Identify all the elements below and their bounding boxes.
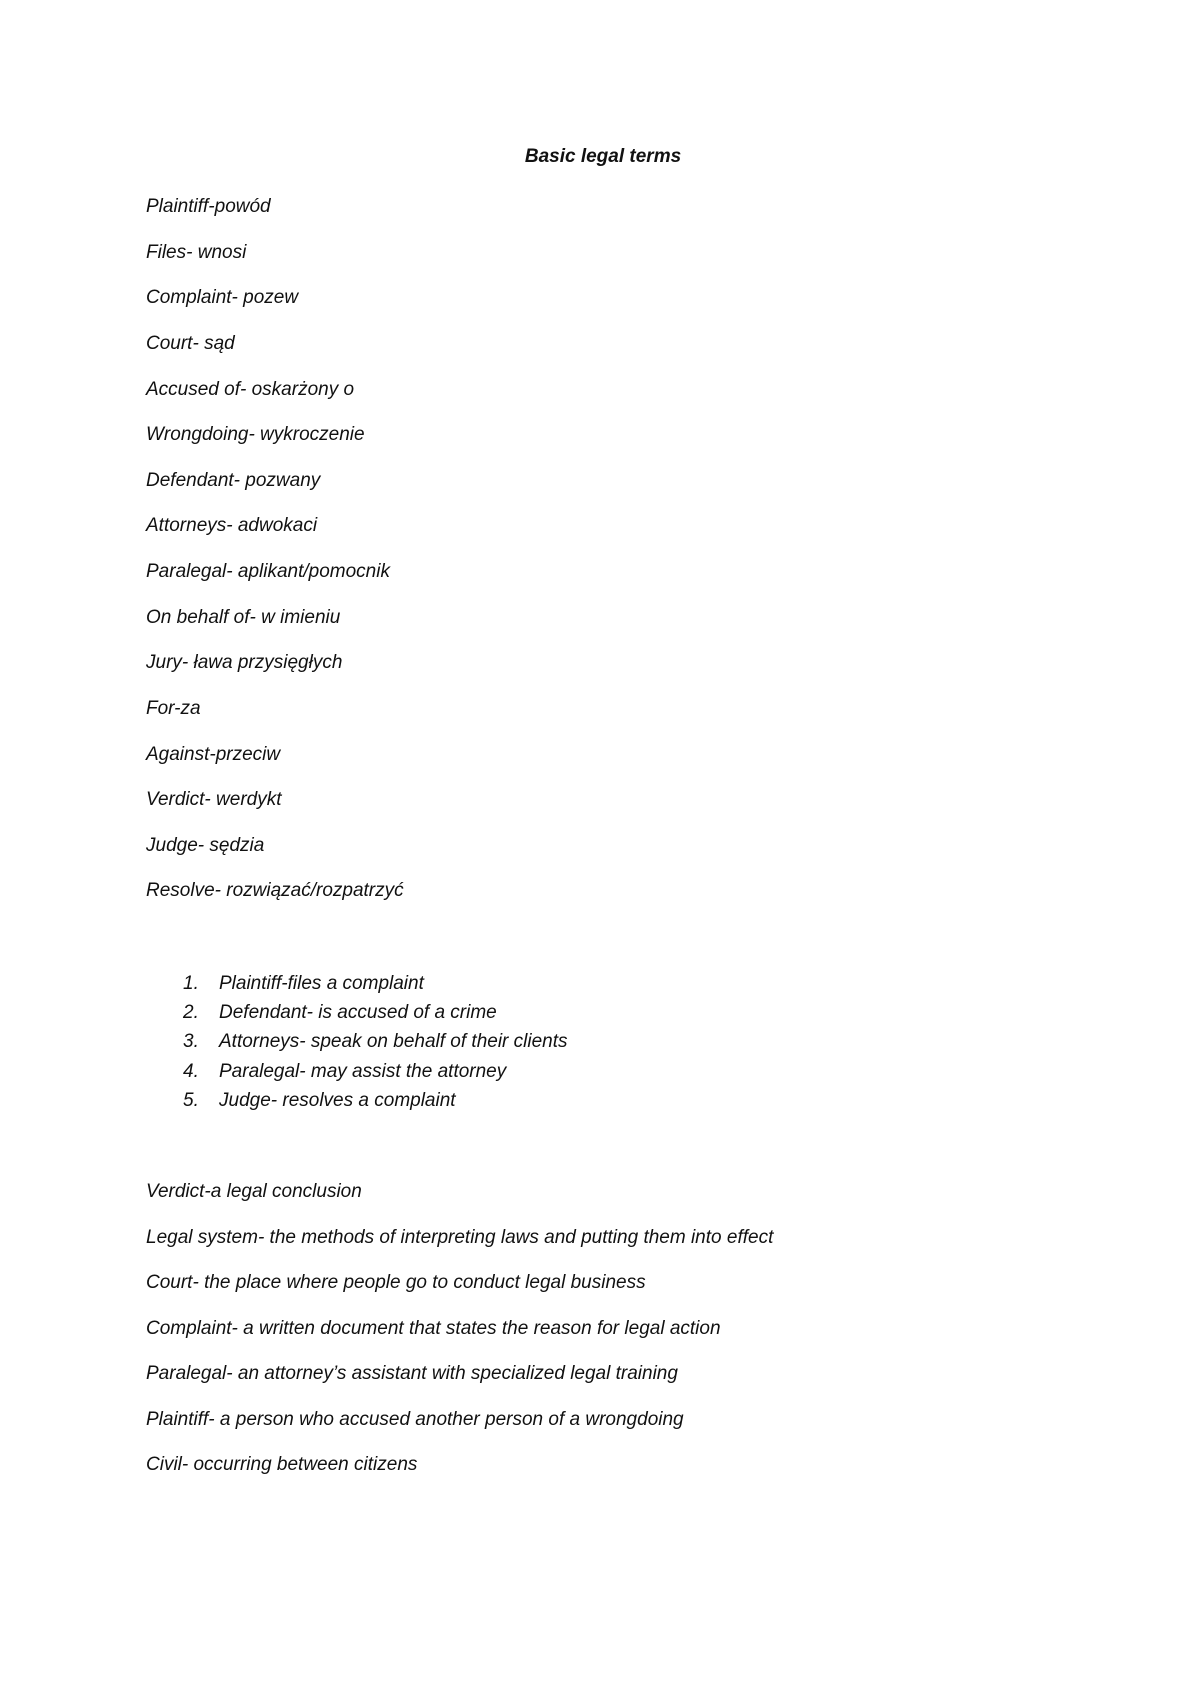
vocab-line: Judge- sędzia: [146, 835, 265, 856]
numbered-list-item: [183, 973, 424, 995]
definition-line: Court- the place where people go to conduct legal business: [146, 1272, 646, 1293]
numbered-list-item: [183, 1002, 497, 1024]
definition-line: Civil- occurring between citizens: [146, 1454, 418, 1475]
vocab-line: Defendant- pozwany: [146, 470, 321, 491]
definition-line: Complaint- a written document that states the reason for legal action: [146, 1318, 721, 1339]
document-title: [0, 146, 1200, 168]
list-text: Plaintiff-files a complaint: [219, 973, 424, 994]
vocab-line: Complaint- pozew: [146, 287, 299, 308]
vocab-line: On behalf of- w imieniu: [146, 607, 341, 628]
document-title-text: Basic legal terms: [524, 146, 682, 167]
definition-line: Legal system- the methods of interpreting laws and putting them into effect: [146, 1227, 774, 1248]
vocab-line: Paralegal- aplikant/pomocnik: [146, 561, 390, 582]
list-text: Defendant- is accused of a crime: [219, 1002, 497, 1023]
vocab-line: Accused of- oskarżony o: [146, 379, 355, 400]
list-text: Attorneys- speak on behalf of their clients: [219, 1031, 568, 1052]
numbered-list-item: [183, 1090, 456, 1112]
vocab-line: Files- wnosi: [146, 242, 247, 263]
list-number: 1.: [183, 973, 199, 994]
vocab-line: Court- sąd: [146, 333, 235, 354]
vocab-line: For-za: [146, 698, 201, 719]
vocab-line: Attorneys- adwokaci: [146, 515, 318, 536]
definition-line: Verdict-a legal conclusion: [146, 1181, 362, 1202]
vocab-line: Resolve- rozwiązać/rozpatrzyć: [146, 880, 404, 901]
numbered-list-item: [183, 1031, 568, 1053]
vocab-line: Verdict- werdykt: [146, 789, 282, 810]
list-number: 5.: [183, 1090, 199, 1111]
numbered-list-item: [183, 1061, 506, 1083]
list-text: Paralegal- may assist the attorney: [219, 1061, 507, 1082]
list-text: Judge- resolves a complaint: [219, 1090, 456, 1111]
definition-line: Paralegal- an attorney’s assistant with specialized legal training: [146, 1363, 678, 1384]
vocab-line: Against-przeciw: [146, 744, 281, 765]
vocab-line: Wrongdoing- wykroczenie: [146, 424, 365, 445]
list-number: 2.: [183, 1002, 199, 1023]
vocab-line: Plaintiff-powód: [146, 196, 271, 217]
list-number: 3.: [183, 1031, 199, 1052]
vocab-line: Jury- ława przysięgłych: [146, 652, 343, 673]
definition-line: Plaintiff- a person who accused another person of a wrongdoing: [146, 1409, 684, 1430]
list-number: 4.: [183, 1061, 199, 1082]
